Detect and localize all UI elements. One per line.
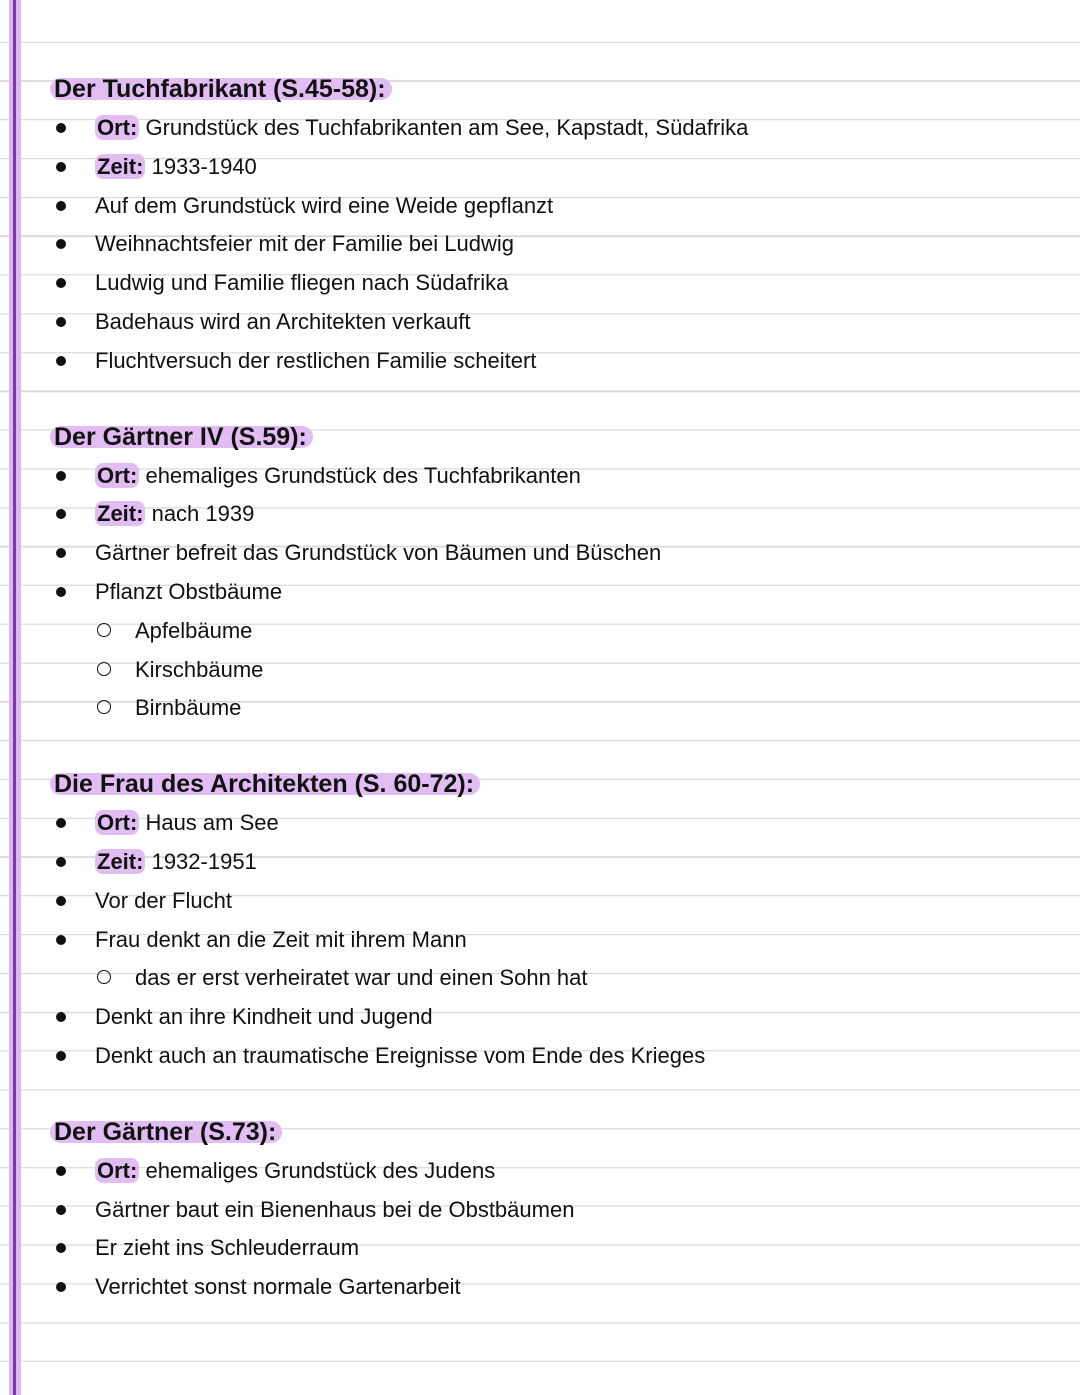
section-heading bbox=[54, 1113, 1080, 1152]
list-item bbox=[0, 998, 1080, 1037]
notes-page bbox=[0, 70, 1080, 1344]
item-value: Kirschbäume bbox=[135, 656, 264, 682]
list-item-text bbox=[95, 109, 748, 147]
list-item bbox=[0, 1191, 1080, 1230]
item-value: ehemaliges Grundstück des Tuchfabrikanten bbox=[145, 462, 581, 488]
bullet-icon bbox=[56, 1051, 66, 1061]
hollow-bullet-icon bbox=[97, 970, 111, 984]
list-item-text bbox=[95, 843, 257, 881]
key-label: Zeit: bbox=[97, 848, 144, 874]
list-item bbox=[0, 457, 1080, 496]
list-item-text bbox=[135, 612, 252, 650]
item-value: Grundstück des Tuchfabrikanten am See, Kapstadt, Südafrika bbox=[145, 115, 749, 140]
bullet-icon bbox=[56, 1282, 66, 1292]
sub-list-item bbox=[0, 959, 1080, 998]
bullet-icon bbox=[56, 471, 66, 481]
list-item bbox=[0, 573, 1080, 612]
section-heading bbox=[54, 418, 1080, 457]
list-item-text bbox=[135, 959, 588, 997]
item-value: 1933-1940 bbox=[151, 153, 257, 179]
list-item bbox=[0, 1152, 1080, 1191]
list-item-text bbox=[95, 1037, 705, 1075]
item-value: Fluchtversuch der restlichen Familie scheitert bbox=[95, 347, 537, 373]
sub-list-item bbox=[0, 612, 1080, 651]
bullet-icon bbox=[56, 201, 66, 211]
section-heading-text: Der Tuchfabrikant (S.45-58): bbox=[54, 75, 386, 103]
sub-list-item bbox=[0, 689, 1080, 728]
item-value: das er erst verheiratet war und einen Sohn hat bbox=[135, 965, 588, 991]
item-value: nach 1939 bbox=[151, 501, 255, 527]
list-item-text bbox=[95, 998, 433, 1036]
item-value: Birnbäume bbox=[135, 695, 242, 721]
list-item-text bbox=[95, 225, 514, 263]
list-item-text bbox=[95, 148, 257, 186]
hollow-bullet-icon bbox=[97, 662, 111, 676]
section-heading bbox=[54, 765, 1080, 804]
sub-list-item bbox=[0, 651, 1080, 690]
list-item bbox=[0, 1229, 1080, 1268]
key-label: Ort: bbox=[97, 810, 138, 836]
item-value: 1932-1951 bbox=[151, 848, 257, 874]
bullet-icon bbox=[56, 239, 66, 249]
item-value: Denkt an ihre Kindheit und Jugend bbox=[95, 1004, 433, 1030]
list-item-text bbox=[95, 1152, 495, 1190]
list-item bbox=[0, 495, 1080, 534]
hollow-bullet-icon bbox=[97, 700, 111, 714]
item-value: Er zieht ins Schleuderraum bbox=[95, 1235, 360, 1261]
list-item-text bbox=[95, 342, 536, 380]
list-item bbox=[0, 1037, 1080, 1076]
list-item bbox=[0, 225, 1080, 264]
list-item-text bbox=[95, 457, 581, 495]
bullet-icon bbox=[56, 509, 66, 519]
item-value: Weihnachtsfeier mit der Familie bei Ludwig bbox=[95, 231, 514, 257]
item-value: Pflanzt Obstbäume bbox=[95, 578, 283, 604]
bullet-icon bbox=[56, 548, 66, 558]
notes-section bbox=[0, 1113, 1080, 1307]
bullet-icon bbox=[56, 587, 66, 597]
bullet-icon bbox=[56, 1205, 66, 1215]
list-item-text bbox=[95, 921, 467, 959]
key-label: Zeit: bbox=[97, 153, 144, 179]
bullet-icon bbox=[56, 857, 66, 867]
notes-section bbox=[0, 418, 1080, 729]
item-value: Vor der Flucht bbox=[95, 887, 232, 913]
list-item-text bbox=[135, 651, 263, 689]
list-item bbox=[0, 109, 1080, 148]
list-item-text bbox=[95, 1268, 461, 1306]
section-heading-text: Der Gärtner IV (S.59): bbox=[54, 422, 307, 451]
list-item bbox=[0, 148, 1080, 187]
bullet-icon bbox=[56, 317, 66, 327]
list-item-text bbox=[95, 303, 470, 341]
list-item-text bbox=[95, 187, 553, 225]
bullet-icon bbox=[56, 1166, 66, 1176]
notes-section bbox=[0, 70, 1080, 381]
list-item bbox=[0, 882, 1080, 921]
key-label: Ort: bbox=[97, 1157, 138, 1183]
list-item-text bbox=[95, 495, 254, 533]
list-item bbox=[0, 534, 1080, 573]
item-value: Badehaus wird an Architekten verkauft bbox=[95, 308, 471, 334]
bullet-icon bbox=[56, 1012, 66, 1022]
list-item bbox=[0, 264, 1080, 303]
list-item bbox=[0, 921, 1080, 960]
list-item bbox=[0, 303, 1080, 342]
bullet-icon bbox=[56, 896, 66, 906]
list-item-text bbox=[95, 804, 279, 842]
key-label: Zeit: bbox=[97, 501, 144, 527]
item-value: Apfelbäume bbox=[135, 617, 253, 643]
list-item-text bbox=[95, 264, 508, 302]
list-item bbox=[0, 804, 1080, 843]
item-value: Haus am See bbox=[145, 810, 279, 836]
item-value: Denkt auch an traumatische Ereignisse vom Ende des Krieges bbox=[95, 1042, 706, 1068]
item-value: Verrichtet sonst normale Gartenarbeit bbox=[95, 1274, 461, 1300]
list-item bbox=[0, 843, 1080, 882]
list-item bbox=[0, 342, 1080, 381]
bullet-icon bbox=[56, 278, 66, 288]
list-item-text bbox=[95, 1191, 574, 1229]
item-value: Frau denkt an die Zeit mit ihrem Mann bbox=[95, 926, 467, 952]
bullet-icon bbox=[56, 123, 66, 133]
bullet-icon bbox=[56, 356, 66, 366]
bullet-icon bbox=[56, 162, 66, 172]
list-item-text bbox=[95, 534, 661, 572]
list-item-text bbox=[95, 882, 232, 920]
key-label: Ort: bbox=[97, 462, 138, 488]
item-value: Gärtner baut ein Bienenhaus bei de Obstbäumen bbox=[95, 1196, 575, 1222]
notes-section bbox=[0, 765, 1080, 1076]
item-value: Auf dem Grundstück wird eine Weide gepflanzt bbox=[95, 192, 554, 218]
list-item-text bbox=[95, 573, 282, 611]
hollow-bullet-icon bbox=[97, 623, 111, 637]
list-item-text bbox=[95, 1229, 359, 1267]
bullet-icon bbox=[56, 935, 66, 945]
item-value: Gärtner befreit das Grundstück von Bäumen und Büschen bbox=[95, 540, 662, 566]
item-value: Ludwig und Familie fliegen nach Südafrika bbox=[95, 270, 509, 296]
section-heading-text: Die Frau des Architekten (S. 60-72): bbox=[54, 770, 475, 799]
section-heading bbox=[54, 70, 1080, 109]
list-item bbox=[0, 1268, 1080, 1307]
list-item bbox=[0, 187, 1080, 226]
key-label: Ort: bbox=[97, 115, 138, 140]
item-value: ehemaliges Grundstück des Judens bbox=[145, 1157, 496, 1183]
list-item-text bbox=[135, 689, 241, 727]
bullet-icon bbox=[56, 818, 66, 828]
bullet-icon bbox=[56, 1243, 66, 1253]
section-heading-text: Der Gärtner (S.73): bbox=[54, 1117, 277, 1146]
